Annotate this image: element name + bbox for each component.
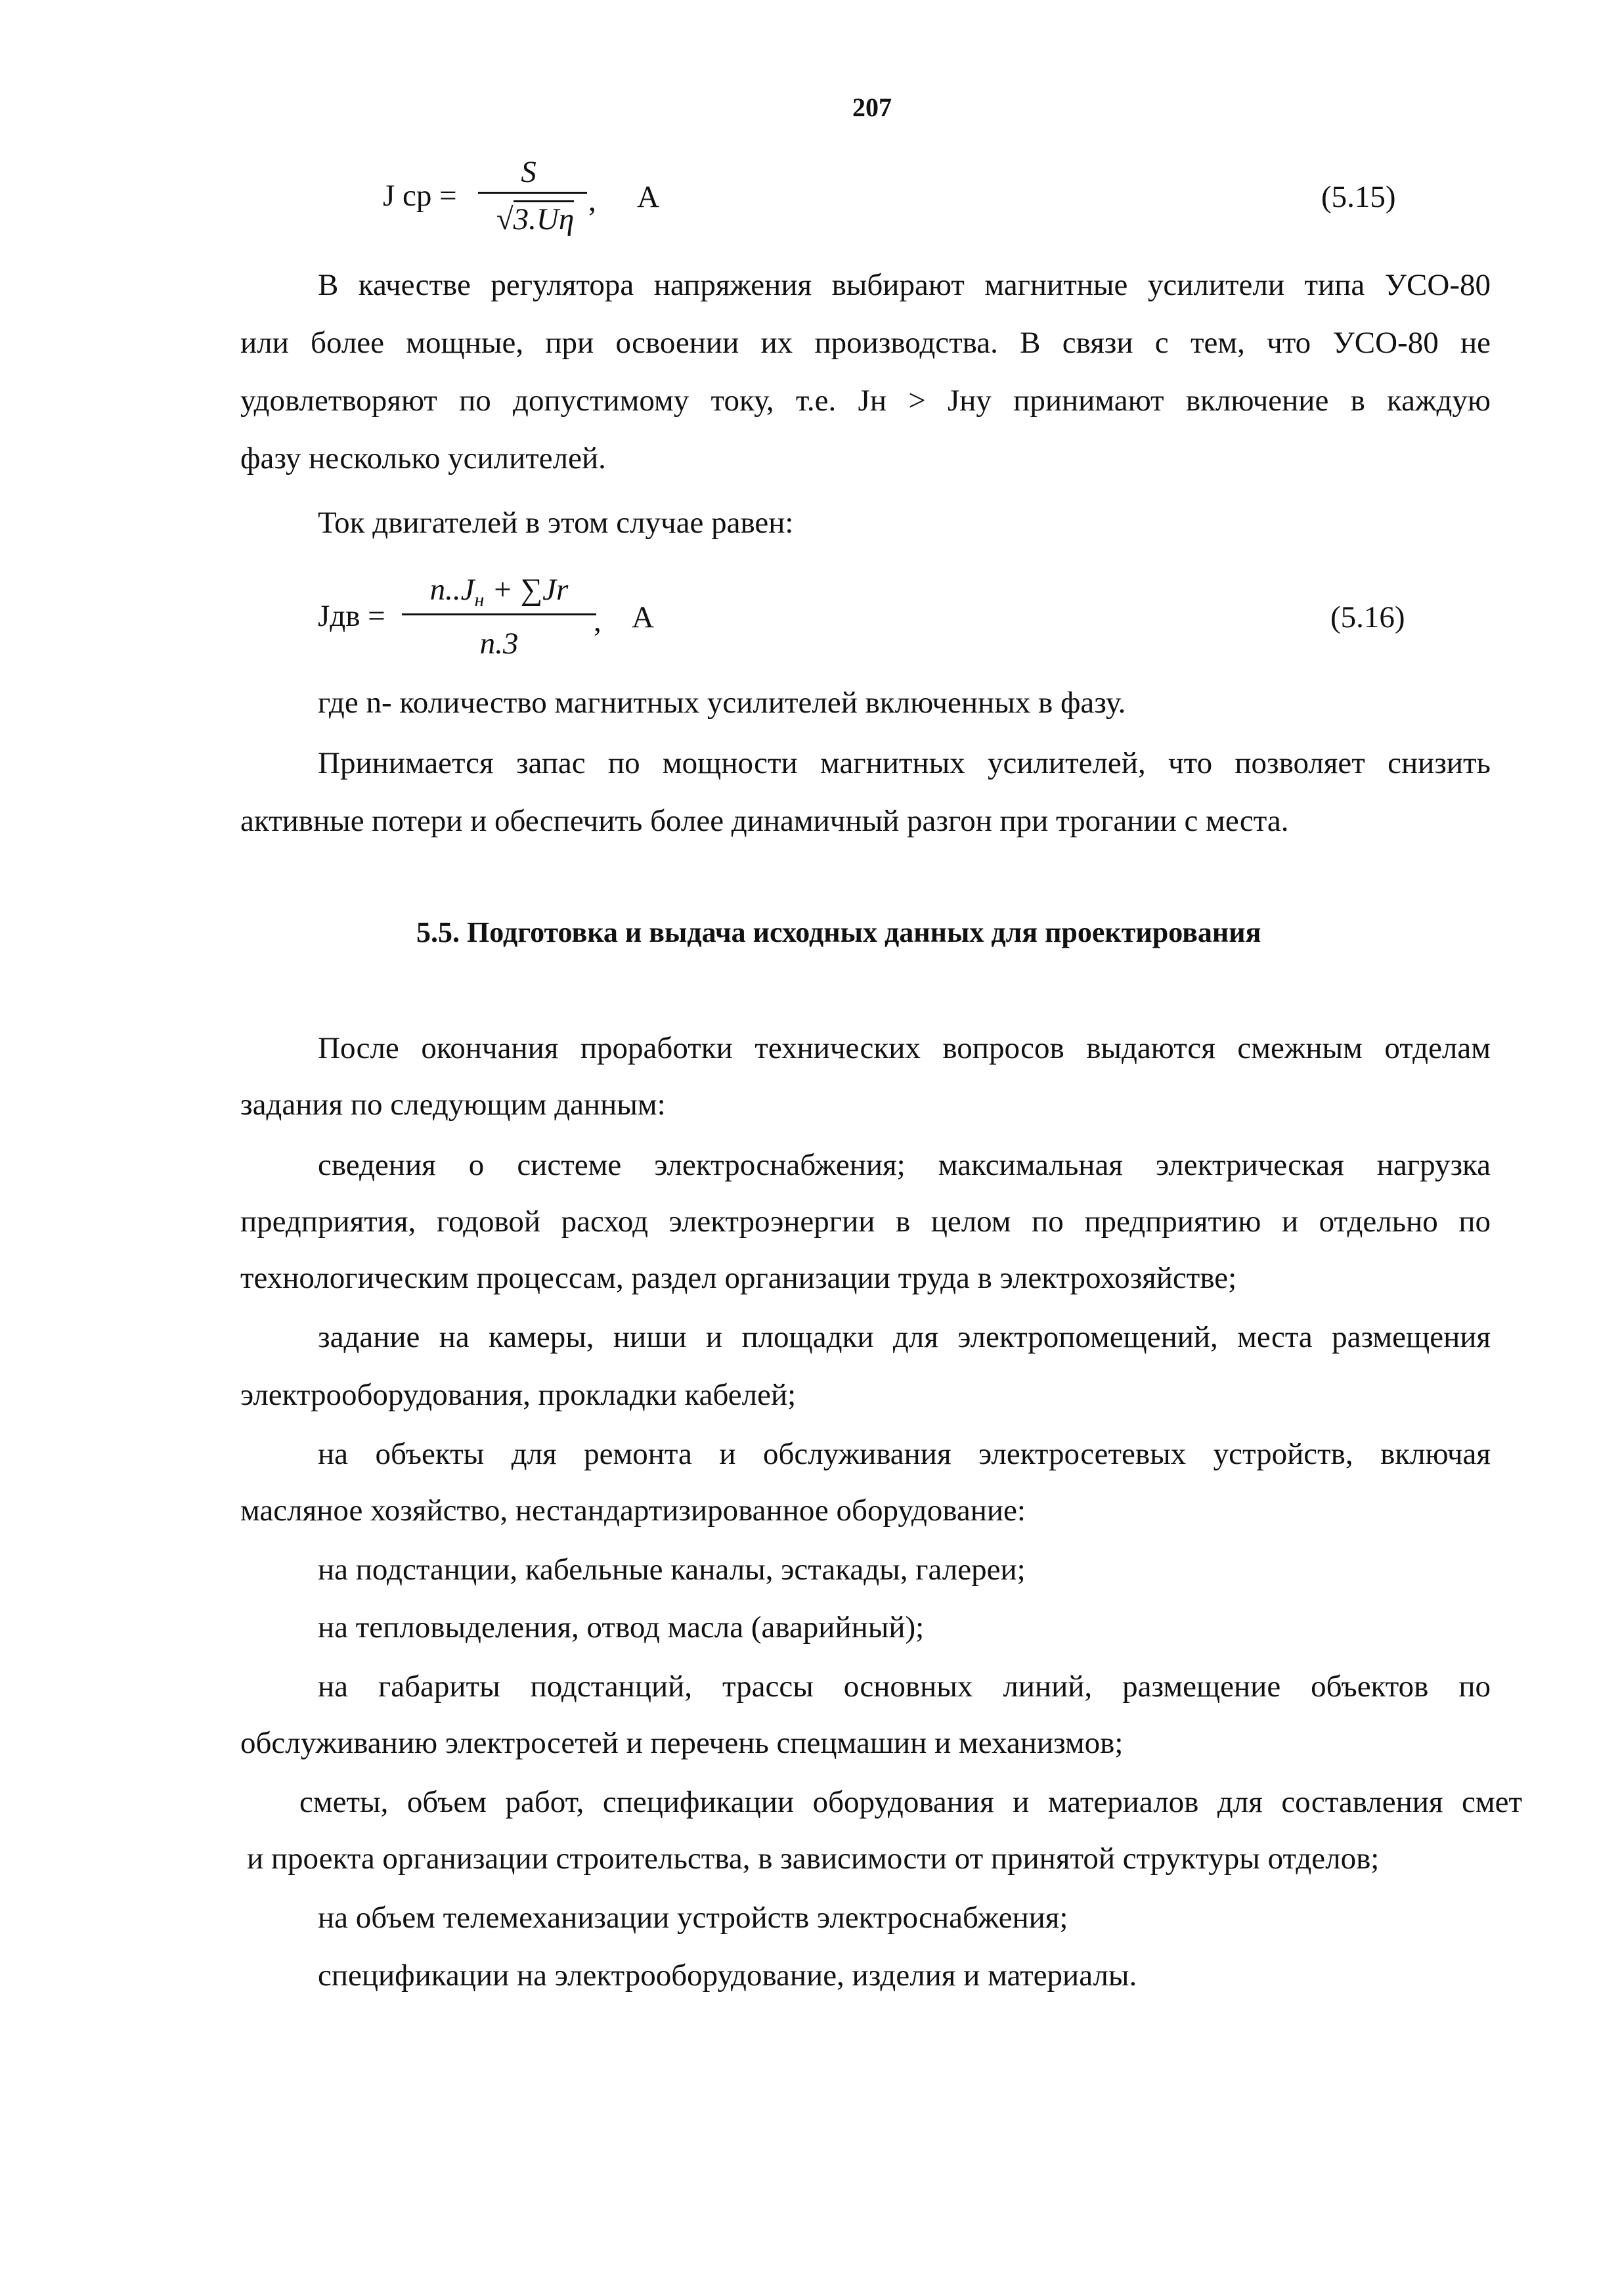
- equation-number: (5.15): [1321, 180, 1396, 214]
- formula-lhs: Jдв =: [318, 599, 385, 633]
- para2: Ток двигателей в этом случае равен:: [318, 506, 794, 540]
- fraction-bar: [478, 192, 587, 194]
- formula-comma: ,: [588, 184, 596, 218]
- formula-denominator: [473, 200, 598, 239]
- page-number: 207: [852, 93, 892, 122]
- item3-line2: масляное хозяйство, нестандартизированное оборудование:: [240, 1493, 1026, 1528]
- item7-line2: и проекта организации строительства, в зависимости от принятой структуры отделов;: [247, 1842, 1380, 1876]
- para4-line1: Принимается запас по мощности магнитных усилителей, что позволяет снизить: [318, 746, 1491, 780]
- item7-line1: сметы, объем работ, спецификации оборудования и материалов для составления смет: [299, 1785, 1522, 1819]
- formula-comma: ,: [594, 604, 602, 638]
- formula-numerator: [401, 570, 598, 620]
- item6-line1: на габариты подстанций, трассы основных линий, размещение объектов по: [318, 1669, 1491, 1704]
- item9: спецификации на электрооборудование, изделия и материалы.: [318, 1958, 1137, 1993]
- numerator-a: n..J: [429, 573, 475, 607]
- formula-unit: А: [637, 180, 659, 214]
- item5: на тепловыделения, отвод масла (аварийный);: [318, 1610, 925, 1645]
- formula-unit: А: [632, 600, 654, 634]
- numerator-b: + ∑Jr: [484, 573, 569, 607]
- fraction-bar: [402, 613, 596, 615]
- para1-line3: удовлетворяют по допустимому току, т.е. Jн > Jну принимают включение в каждую: [240, 384, 1491, 418]
- item2-line2: электрооборудования, прокладки кабелей;: [240, 1378, 797, 1412]
- item2-line1: задание на камеры, ниши и площадки для электропомещений, места размещения: [318, 1320, 1491, 1354]
- para4-line2: активные потери и обеспечить более динамичный разгон при трогании с места.: [240, 804, 1289, 838]
- denominator-body: 3.Uη: [514, 200, 575, 236]
- para1-line2: или более мощные, при освоении их производства. В связи с тем, что УСО-80 не: [240, 326, 1491, 360]
- item1-line1: сведения о системе электроснабжения; максимальная электрическая нагрузка: [318, 1148, 1491, 1182]
- formula-lhs: J ср =: [383, 179, 457, 213]
- equation-number: (5.16): [1330, 600, 1405, 634]
- numerator-subscript: н: [474, 589, 485, 611]
- para3: где n- количество магнитных усилителей включенных в фазу.: [318, 686, 1126, 720]
- item1-line2: предприятия, годовой расход электроэнергии в целом по предприятию и отдельно по: [240, 1204, 1491, 1239]
- section-heading: 5.5. Подготовка и выдача исходных данных для проектирования: [416, 916, 1261, 948]
- sqrt-symbol: √: [496, 202, 514, 236]
- para5-line1: После окончания проработки технических вопросов выдаются смежным отделам: [318, 1031, 1491, 1065]
- formula-numerator: S: [521, 155, 536, 189]
- para1-line1: В качестве регулятора напряжения выбирают магнитные усилители типа УСО-80: [318, 268, 1491, 302]
- para1-line4: фазу несколько усилителей.: [240, 441, 606, 475]
- item4: на подстанции, кабельные каналы, эстакады, галереи;: [318, 1553, 1026, 1587]
- item3-line1: на объекты для ремонта и обслуживания электросетевых устройств, включая: [318, 1437, 1491, 1471]
- item6-line2: обслуживанию электросетей и перечень спецмашин и механизмов;: [240, 1726, 1124, 1760]
- item8: на объем телемеханизации устройств электроснабжения;: [318, 1901, 1068, 1935]
- formula-denominator: n.3: [479, 627, 519, 661]
- item1-line3: технологическим процессам, раздел организации труда в электрохозяйстве;: [240, 1261, 1237, 1295]
- para5-line2: задания по следующим данным:: [240, 1088, 666, 1122]
